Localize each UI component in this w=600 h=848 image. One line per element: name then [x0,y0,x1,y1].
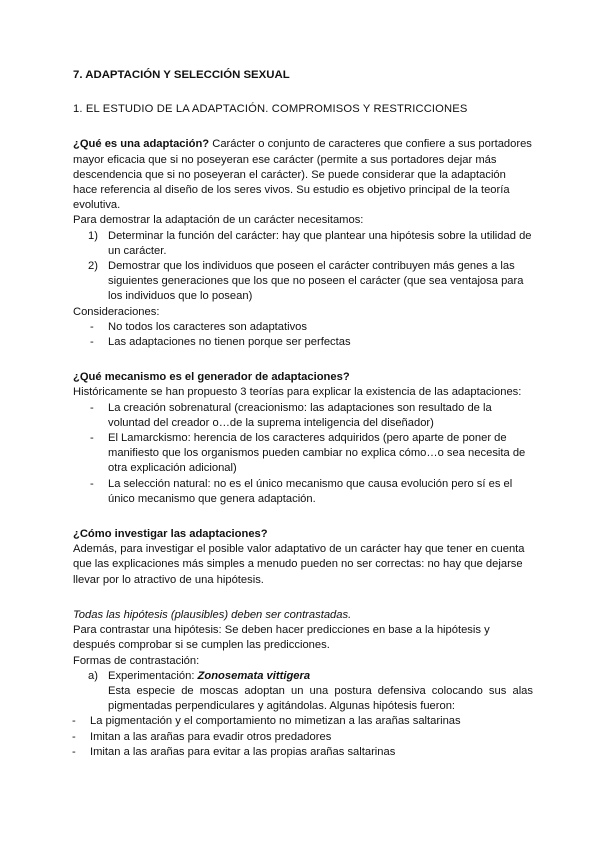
section-contrast [73,608,533,760]
mechanism-lead: Históricamente se han propuesto 3 teorías para explicar la existencia de las adaptaciones: [73,386,522,399]
species-name: Zonosemata vittigera [197,669,311,682]
hypotheses-statement: Todas las hipótesis (plausibles) deben ser contrastadas. [73,608,352,621]
dash-bullet: - [90,401,94,414]
list-item-text: Las adaptaciones no tienen porque ser perfectas [108,336,351,349]
list-item-text: La selección natural: no es el único mecanismo que causa evolución pero sí es el único mecanismo que genera adaptación. [108,477,513,505]
section-heading: 1. EL ESTUDIO DE LA ADAPTACIÓN. COMPROMISOS Y RESTRICCIONES [73,103,468,116]
definition-text: Carácter o conjunto de caracteres que confiere a sus portadores mayor eficacia que si no poseyeran ese carácter (permite a sus portadores dejar más descendencia que si no poseyeran el carácter). Se puede considerar que la adaptación hace referencia al diseño de los seres vivos. Su estudio es objetivo principal de la teoría evolutiva. [73,138,532,212]
list-item [73,229,533,259]
list-item-text: El Lamarckismo: herencia de los caracteres adquiridos (pero aparte de poner de manifiesto que los organismos pueden cambiar no explica cómo…o sea necesita de otra explicación adicional) [108,432,526,475]
list-item [73,431,533,477]
experiment-text: Esta especie de moscas adoptan un una postura defensiva colocando sus alas pigmentadas perpendiculares y agitándolas. Algunas hipótesis fueron: [108,684,533,713]
list-item-text: La creación sobrenatural (creacionismo: las adaptaciones son resultado de la voluntad del creador o…de la suprema inteligencia del diseñador) [108,401,492,429]
list-number: 2) [88,260,98,273]
dash-bullet: - [72,730,76,743]
section-what-is-adaptation [73,137,533,350]
list-item-text: Imitan a las arañas para evitar a las propias arañas saltarinas [90,745,396,758]
list-item [55,714,533,729]
adaptation-definition [73,137,533,213]
list-item [73,477,533,507]
hypotheses-list [55,714,533,760]
list-item [73,320,533,335]
list-number: 1) [88,229,98,242]
list-item-text: No todos los caracteres son adaptativos [108,320,307,333]
question-heading: ¿Qué mecanismo es el generador de adaptaciones? [73,371,350,384]
theories-list [73,401,533,507]
demo-lead: Para demostrar la adaptación de un carácter necesitamos: [73,214,364,227]
list-item [55,745,533,760]
question-heading: ¿Cómo investigar las adaptaciones? [73,528,268,541]
experiment-label: Experimentación: [108,669,198,682]
question-heading: ¿Qué es una adaptación? [73,138,210,151]
dash-bullet: - [72,745,76,758]
forms-label: Formas de contrastación: [73,654,200,667]
list-item [73,259,533,305]
section-investigate [73,527,533,588]
dash-bullet: - [90,432,94,445]
dash-bullet: - [90,320,94,333]
dash-bullet: - [72,715,76,728]
chapter-title: 7. ADAPTACIÓN Y SELECCIÓN SEXUAL [73,69,290,81]
list-item [73,401,533,431]
list-number: a) [88,669,98,682]
list-item-text: Demostrar que los individuos que poseen el carácter contribuyen más genes a las siguientes generaciones que los que no poseen el carácter (que sea ventajosa para los individuos que lo posean) [108,260,524,303]
dash-bullet: - [90,336,94,349]
demo-steps-list [73,229,533,305]
list-item [55,730,533,745]
document-body [73,68,533,760]
list-item-text: Imitan a las arañas para evadir otros predadores [90,730,332,743]
experiment-item [73,669,533,684]
list-item [73,335,533,350]
dash-bullet: - [90,477,94,490]
investigate-text: Además, para investigar el posible valor adaptativo de un carácter hay que tener en cuenta que las explicaciones más simples a menudo pueden no ser correctas: no hay que dejarse llevar por lo atractivo de una hipótesis. [73,543,525,586]
list-item-text: Determinar la función del carácter: hay que plantear una hipótesis sobre la utilidad de un carácter. [108,229,532,257]
section-mechanism [73,370,533,507]
considerations-label: Consideraciones: [73,305,160,318]
contrast-text: Para contrastar una hipótesis: Se deben hacer predicciones en base a la hipótesis y después comprobar si se cumplen las predicciones. [73,624,490,652]
list-item-text: La pigmentación y el comportamiento no mimetizan a las arañas saltarinas [90,715,461,728]
considerations-list [73,320,533,350]
